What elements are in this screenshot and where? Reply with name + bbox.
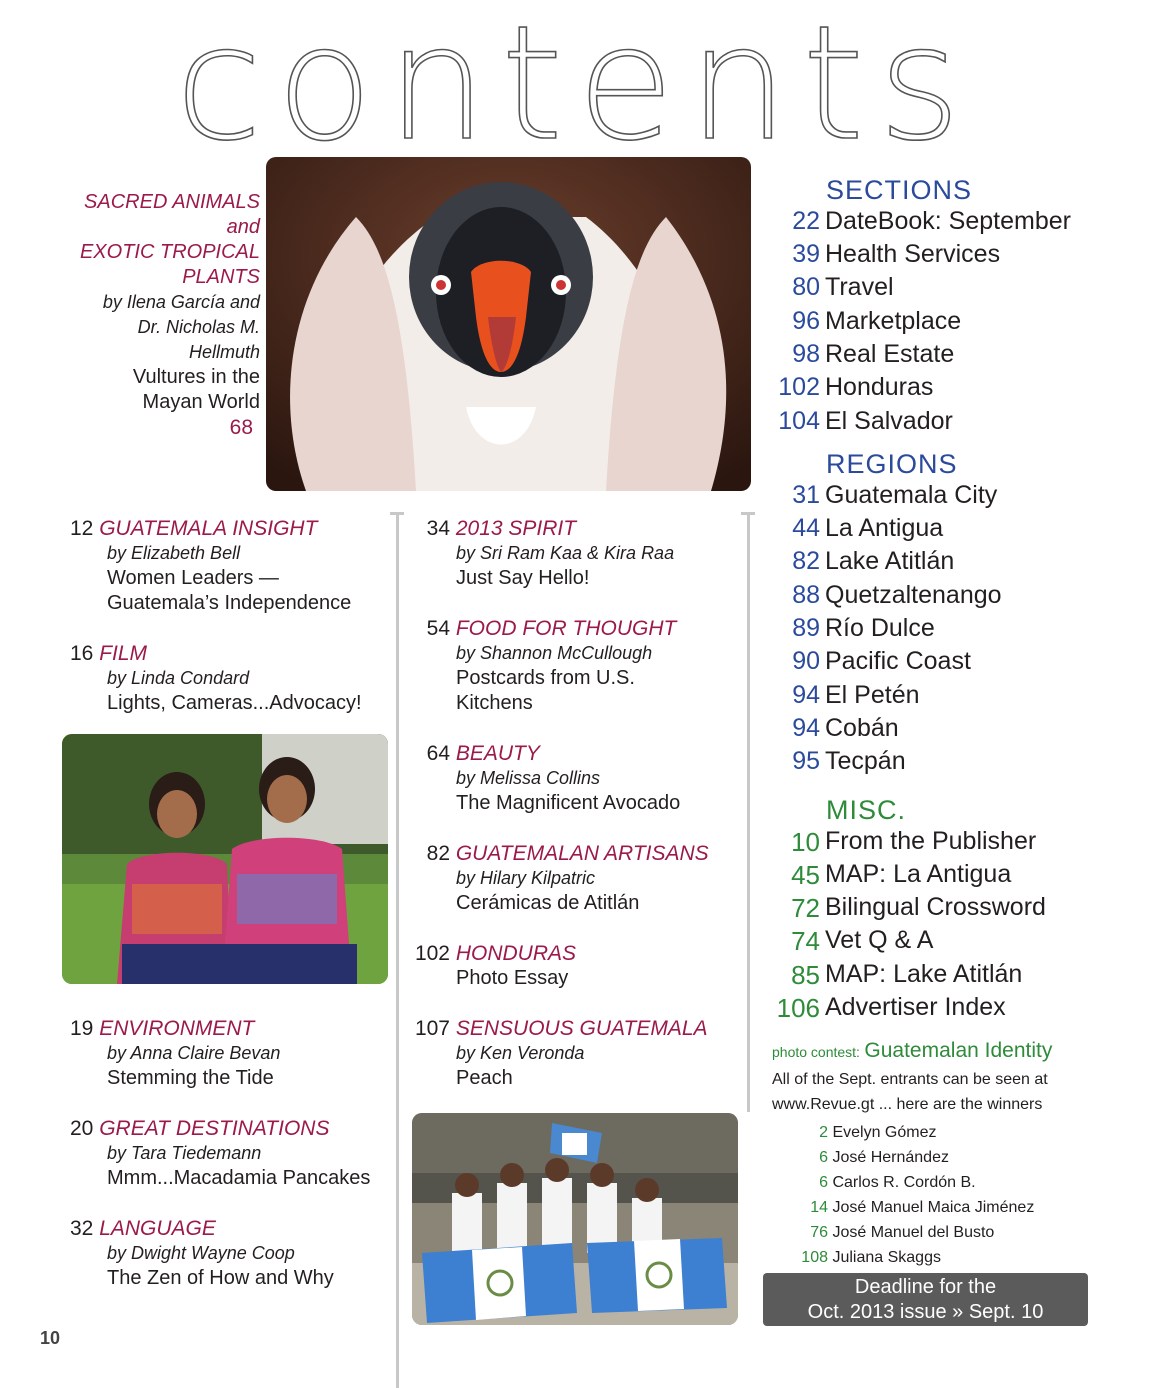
- entry-label: Bilingual Crossword: [825, 893, 1046, 921]
- article-guatemala-insight[interactable]: [70, 516, 390, 616]
- article-byline: by Melissa Collins: [456, 768, 601, 788]
- article-byline: by Elizabeth Bell: [107, 543, 241, 563]
- article-tag: GREAT DESTINATIONS: [99, 1117, 330, 1140]
- article-environment[interactable]: [70, 1016, 390, 1091]
- article-beauty[interactable]: [408, 741, 738, 816]
- page-number: 10: [40, 1328, 61, 1348]
- article-title: Just Say Hello!: [456, 567, 590, 589]
- feature-tag: SACRED ANIMALS: [84, 191, 260, 213]
- entry-page-number: 106: [776, 993, 820, 1023]
- entry-label: El Salvador: [825, 407, 953, 435]
- article-title: Mmm...Macadamia Pancakes: [107, 1167, 371, 1189]
- flag-parade-photo: [412, 1113, 738, 1325]
- deadline-line: Deadline for the: [854, 1276, 997, 1298]
- entry-label: DateBook: September: [825, 207, 1071, 235]
- entry-page-number: 74: [791, 926, 820, 956]
- entry-page-number: 85: [791, 960, 820, 990]
- winner-name: José Manuel del Busto: [832, 1224, 995, 1241]
- feature-story[interactable]: [40, 190, 260, 440]
- entry-label: Pacific Coast: [825, 647, 971, 675]
- winner-row: [790, 1195, 1090, 1220]
- article-film[interactable]: [70, 641, 390, 716]
- feature-tag: PLANTS: [182, 266, 260, 288]
- article-byline: by Ken Veronda: [456, 1043, 585, 1063]
- winner-number: 14: [810, 1199, 828, 1216]
- article-tag: ENVIRONMENT: [99, 1017, 255, 1040]
- feature-page-number: 68: [229, 416, 253, 439]
- entry-page-number: 89: [792, 614, 820, 642]
- regions-heading: REGIONS: [826, 449, 958, 479]
- column-rule-cap: [741, 512, 755, 515]
- entry-label: MAP: Lake Atitlán: [825, 960, 1023, 988]
- article-tag: GUATEMALA INSIGHT: [99, 517, 318, 540]
- article-title: Lights, Cameras...Advocacy!: [107, 692, 362, 714]
- feature-title: Mayan World: [142, 391, 260, 413]
- column-rule: [396, 512, 399, 1388]
- entry-label: Guatemala City: [825, 481, 998, 509]
- entry-page-number: 94: [792, 681, 820, 709]
- winner-name: José Manuel Maica Jiménez: [832, 1199, 1035, 1216]
- article-page-number: 64: [426, 742, 450, 765]
- winner-row: [790, 1120, 1090, 1145]
- entry-page-number: 96: [792, 307, 820, 335]
- article-food-for-thought[interactable]: [408, 616, 738, 716]
- entry-label: Tecpán: [825, 747, 906, 775]
- winner-number: 6: [819, 1149, 828, 1166]
- article-byline: by Anna Claire Bevan: [107, 1043, 281, 1063]
- photo-contest-description: All of the Sept. entrants can be seen at: [772, 1071, 1048, 1088]
- article-byline: by Tara Tiedemann: [107, 1143, 262, 1163]
- entry-page-number: 22: [792, 207, 820, 235]
- feature-tag: EXOTIC TROPICAL: [79, 241, 260, 263]
- entry-label: Vet Q & A: [825, 926, 934, 954]
- entry-label: Cobán: [825, 714, 899, 742]
- feature-byline: Dr. Nicholas M.: [137, 317, 260, 337]
- entry-page-number: 45: [791, 860, 820, 890]
- article-tag: SENSUOUS GUATEMALA: [455, 1017, 708, 1040]
- photo-contest-description: www.Revue.gt ... here are the winners: [772, 1096, 1043, 1113]
- entry-page-number: 102: [778, 373, 820, 401]
- article-page-number: 32: [70, 1217, 94, 1240]
- entry-label: El Petén: [825, 681, 920, 709]
- article-title: Women Leaders —: [107, 567, 279, 589]
- entry-page-number: 10: [791, 827, 820, 857]
- winner-row: [790, 1170, 1090, 1195]
- article-title: Cerámicas de Atitlán: [456, 892, 640, 914]
- photo-contest-theme: Guatemalan Identity: [864, 1039, 1053, 1062]
- article-page-number: 107: [414, 1017, 450, 1040]
- article-page-number: 12: [70, 517, 94, 540]
- feature-byline: Hellmuth: [188, 342, 260, 362]
- article-title: Guatemala’s Independence: [107, 592, 352, 614]
- entry-page-number: 95: [792, 747, 820, 775]
- article-byline: by Dwight Wayne Coop: [107, 1243, 295, 1263]
- entry-page-number: 31: [792, 481, 820, 509]
- entry-label: La Antigua: [825, 514, 944, 542]
- article-title: Kitchens: [456, 692, 533, 714]
- entry-label: Advertiser Index: [825, 993, 1006, 1021]
- entry-label: From the Publisher: [825, 827, 1037, 855]
- entry-label: Health Services: [825, 240, 1001, 268]
- entry-page-number: 82: [792, 547, 820, 575]
- entry-label: Río Dulce: [825, 614, 935, 642]
- article-title: The Zen of How and Why: [107, 1267, 334, 1289]
- article-page-number: 54: [426, 617, 450, 640]
- article-title: Photo Essay: [456, 967, 569, 989]
- winner-row: [790, 1245, 1090, 1270]
- winner-name: Evelyn Gómez: [832, 1124, 937, 1141]
- sections-heading: SECTIONS: [826, 175, 973, 205]
- entry-page-number: 94: [792, 714, 820, 742]
- winner-row: [790, 1220, 1090, 1245]
- entry-label: Honduras: [825, 373, 934, 401]
- article-great-destinations[interactable]: [70, 1116, 400, 1191]
- article-title: Peach: [456, 1067, 513, 1089]
- article-page-number: 82: [426, 842, 450, 865]
- column-rule: [747, 512, 750, 1112]
- winner-number: 6: [819, 1174, 828, 1191]
- entry-label: MAP: La Antigua: [825, 860, 1012, 888]
- article-honduras[interactable]: [408, 941, 738, 991]
- winner-name: José Hernández: [832, 1149, 949, 1166]
- article-page-number: 102: [414, 942, 450, 965]
- entry-label: Quetzaltenango: [825, 581, 1002, 609]
- entry-label: Real Estate: [825, 340, 955, 368]
- entry-page-number: 98: [792, 340, 820, 368]
- vulture-photo: [266, 157, 751, 491]
- article-tag: FOOD FOR THOUGHT: [455, 617, 677, 640]
- article-sensuous-guatemala[interactable]: [408, 1016, 738, 1091]
- photo-contest-label: photo contest:: [772, 1044, 860, 1060]
- article-language[interactable]: [70, 1216, 390, 1291]
- winner-name: Juliana Skaggs: [832, 1249, 941, 1266]
- winner-name: Carlos R. Cordón B.: [832, 1174, 976, 1191]
- girls-photo: [62, 734, 388, 984]
- photo-contest-header: [772, 1039, 1052, 1063]
- entry-page-number: 88: [792, 581, 820, 609]
- entry-page-number: 72: [791, 893, 820, 923]
- masthead-contents: [0, 0, 1163, 150]
- masthead-text: contents: [175, 0, 975, 150]
- feature-title: Vultures in the: [132, 366, 260, 388]
- entry-page-number: 104: [778, 407, 820, 435]
- entry-page-number: 44: [792, 514, 820, 542]
- article-tag: 2013 SPIRIT: [455, 517, 577, 540]
- article-tag: HONDURAS: [455, 942, 577, 965]
- article-page-number: 34: [426, 517, 450, 540]
- entry-page-number: 90: [792, 647, 820, 675]
- winner-row: [790, 1145, 1090, 1170]
- article-tag: FILM: [99, 642, 148, 665]
- winner-number: 2: [819, 1124, 828, 1141]
- article-tag: GUATEMALAN ARTISANS: [455, 842, 709, 865]
- deadline-box: [763, 1273, 1088, 1326]
- winner-number: 108: [801, 1249, 828, 1266]
- entry-page-number: 80: [792, 273, 820, 301]
- entry-label: Marketplace: [825, 307, 962, 335]
- article-guatemalan-artisans[interactable]: [408, 841, 738, 916]
- article-byline: by Linda Condard: [107, 668, 250, 688]
- misc-heading: MISC.: [826, 795, 907, 825]
- article-2013-spirit[interactable]: [408, 516, 738, 591]
- article-page-number: 20: [70, 1117, 94, 1140]
- article-title: Stemming the Tide: [107, 1067, 274, 1089]
- article-page-number: 16: [70, 642, 94, 665]
- column-rule-cap: [390, 512, 404, 515]
- article-tag: LANGUAGE: [99, 1217, 216, 1240]
- entry-label: Travel: [825, 273, 894, 301]
- deadline-line: Oct. 2013 issue » Sept. 10: [807, 1301, 1044, 1323]
- article-page-number: 19: [70, 1017, 94, 1040]
- article-title: Postcards from U.S.: [456, 667, 635, 689]
- feature-byline: by Ilena García and: [102, 292, 260, 312]
- article-byline: by Sri Ram Kaa & Kira Raa: [456, 543, 675, 563]
- article-tag: BEAUTY: [455, 742, 540, 765]
- article-byline: by Hilary Kilpatric: [456, 868, 596, 888]
- article-title: The Magnificent Avocado: [456, 792, 681, 814]
- entry-page-number: 39: [792, 240, 820, 268]
- entry-label: Lake Atitlán: [825, 547, 955, 575]
- article-byline: by Shannon McCullough: [456, 643, 653, 663]
- feature-tag: and: [226, 216, 260, 238]
- winner-number: 76: [810, 1224, 828, 1241]
